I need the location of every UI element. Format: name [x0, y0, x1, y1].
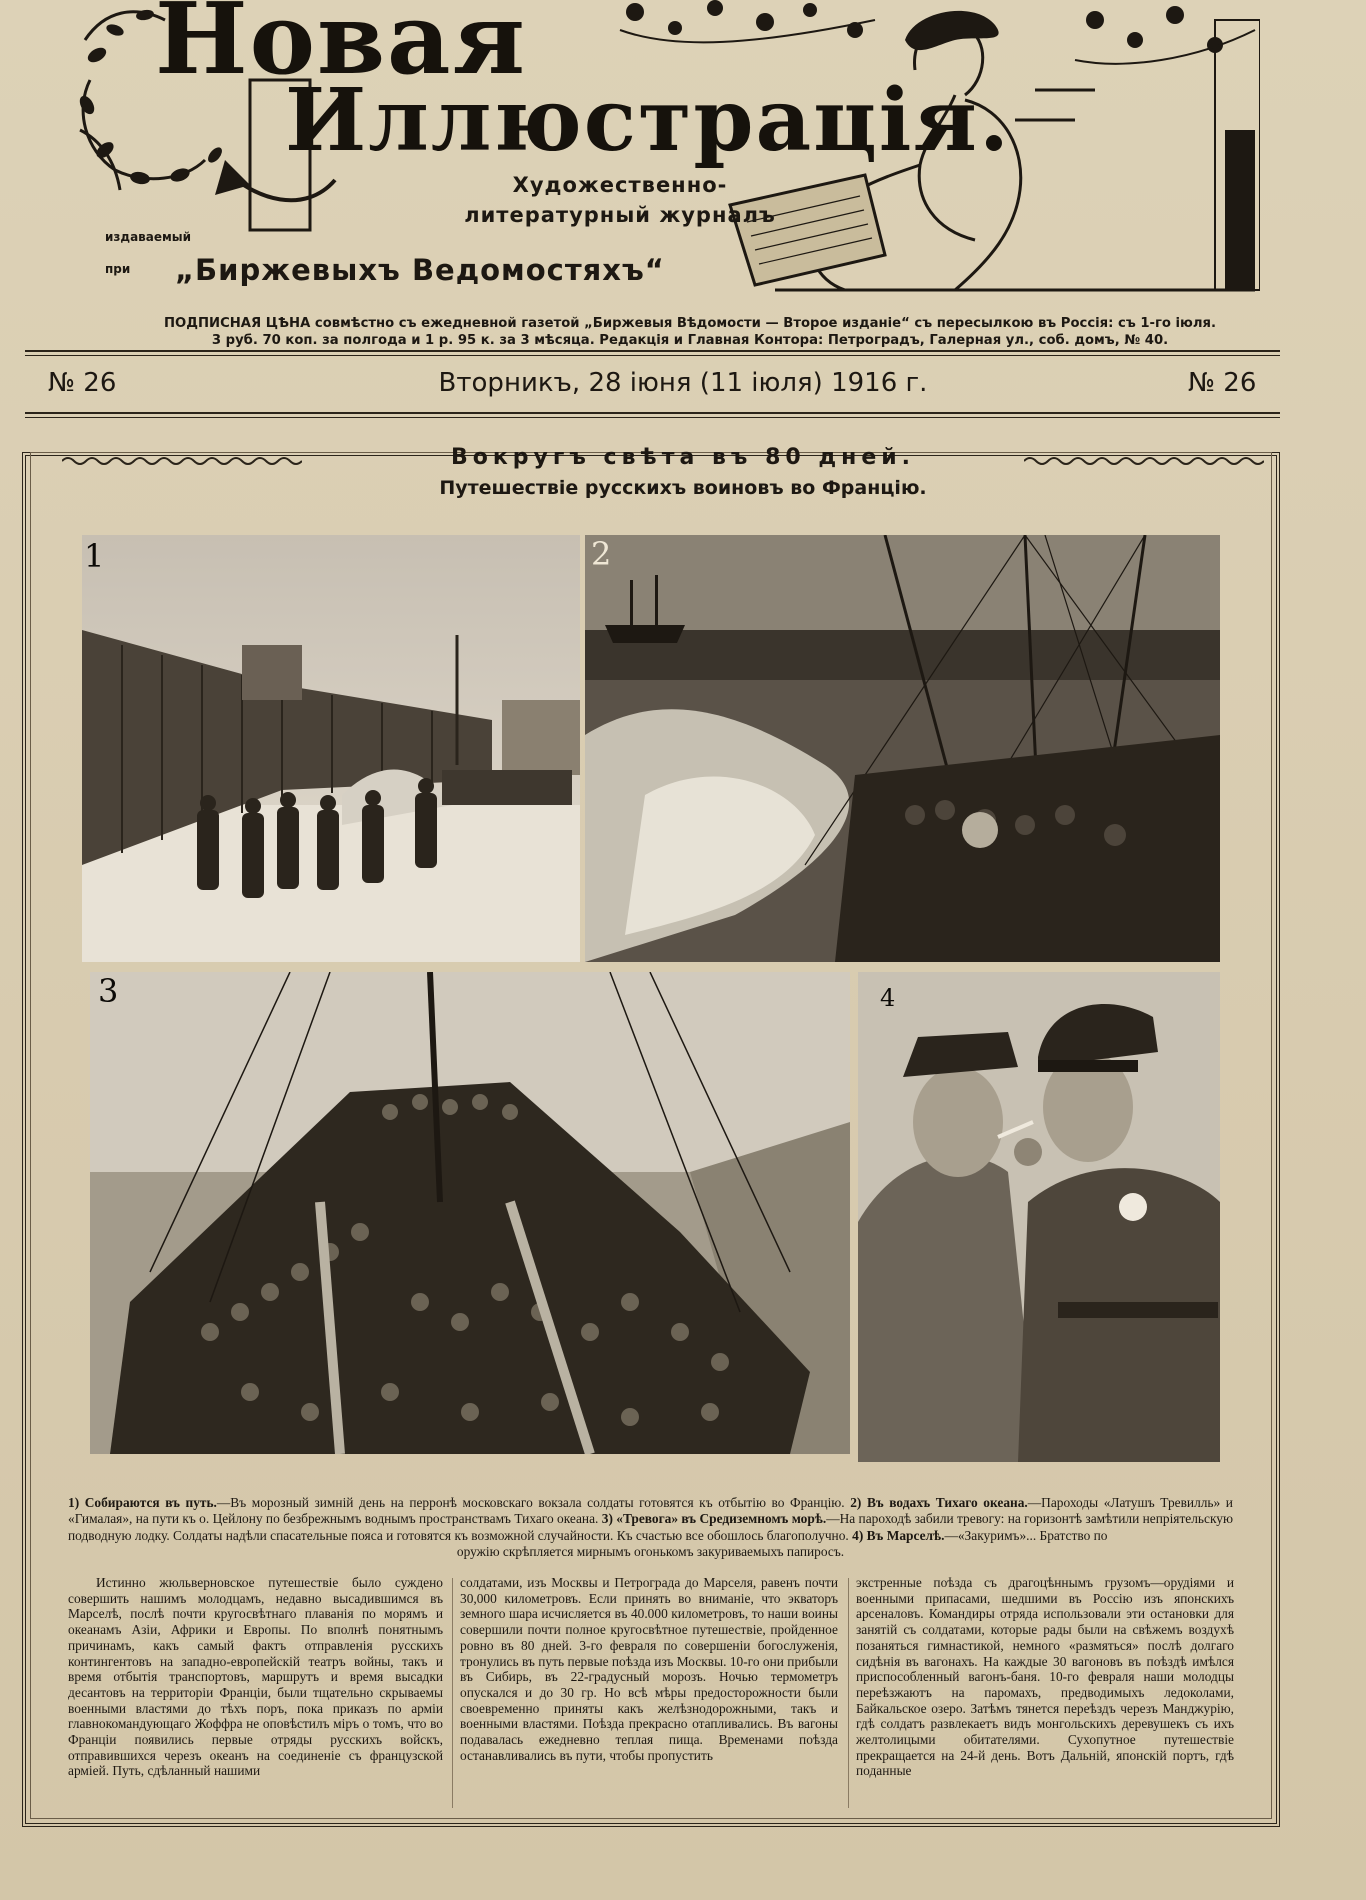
divider-top-thin: [25, 355, 1280, 356]
masthead-publisher-preposition: при: [105, 262, 131, 276]
issue-date: Вторникъ, 28 іюня (11 іюля) 1916 г.: [438, 368, 928, 398]
column-divider-2: [848, 1578, 849, 1808]
caption-4-end: оружію скрѣпляется мирнымъ огонькомъ закуриваемыхъ папиросъ.: [456, 1544, 845, 1560]
masthead-subtitle: Художественно-литературный журналъ: [464, 173, 776, 227]
article-column-3: [856, 1575, 1234, 1779]
caption-1-text: —Въ морозный зимній день на перронѣ московскаго вокзала солдаты готовятся къ отбытію во Францію.: [216, 1495, 845, 1510]
caption-3-text: —На пароходѣ забили тревогу: на горизонтѣ замѣтили непріятельскую подводную лодку. Солдаты надѣли спасательные пояса и готовятся къ возможной случайности. Къ счастью все обошлось благополучно.: [68, 1511, 1233, 1543]
subscription-line2: 3 руб. 70 коп. за полгода и 1 р. 95 к. за 3 мѣсяца. Редакція и Главная Контора: Петроградъ, Галерная ул., соб. домъ, № 40.: [211, 333, 1169, 348]
caption-1-title: 1) Собираются въ путь.: [68, 1495, 217, 1510]
column-divider-1: [452, 1578, 453, 1808]
article-subheadline: Путешествіе русскихъ воиновъ во Францію.: [439, 477, 927, 499]
photo-ship-deck-alarm: [90, 972, 850, 1454]
photo-soldiers-platform: [82, 535, 580, 962]
subscription-line1: ПОДПИСНАЯ ЦѢНА совмѣстно съ ежедневной газетой „Биржевыя Вѣдомости — Второе изданіе“ съ пересылкою въ Россія: съ 1-го іюля.: [164, 316, 1216, 331]
issue-number-right: № 26: [1188, 368, 1257, 398]
photo-number-4: 4: [880, 984, 896, 1012]
photo-steamships-ocean: [585, 535, 1220, 962]
masthead-title-line1: Новая: [155, 0, 527, 97]
photo-number-2: 2: [591, 535, 612, 573]
masthead-title-line2: Иллюстрація.: [285, 70, 1011, 171]
caption-3-title: 3) «Тревога» въ Средиземномъ морѣ.: [601, 1511, 827, 1527]
masthead-publisher-label: издаваемый: [105, 230, 192, 244]
divider-top: [25, 350, 1280, 352]
photo-number-3: 3: [98, 972, 119, 1010]
article-column-3-text: экстренные поѣзда съ драгоцѣннымъ грузомъ—орудіями и военными припасами, шедшими въ Россію изъ японскихъ арсеналовъ. Командиры отряда использовали эти остановки для занятій съ солдатами, которые рады были на свѣжемъ воздухѣ позаняться гимнастикой, немного «размяться» послѣ долгаго сидѣнія въ вагонахъ. На каждые 30 вагоновъ въ поѣздѣ имѣлся приспособленный вагонъ-баня. 10-го февраля наши молодцы переѣзжаютъ на паромахъ, предводимыхъ ледоколами, Байкальское озеро. Затѣмъ тянется переѣздъ черезъ Манджурію, гдѣ солдатъ развлекаетъ видъ монгольскихъ деревушекъ съ ихъ желтолицыми обитателями. Сухопутное путешествіе прекращается на 24-й день. Вотъ Дальній, японскій портъ, гдѣ поданные: [856, 1575, 1234, 1779]
photo-captions: [68, 1495, 1233, 1561]
issue-number-left: № 26: [48, 368, 117, 398]
article-column-1: [68, 1575, 443, 1779]
caption-4-title: 4) Въ Марселѣ.: [852, 1527, 945, 1543]
photo-soldiers-smoking: [858, 972, 1220, 1462]
caption-2-text: —Пароходы «Латушъ Тревилль» и «Гималая», на пути къ о. Цейлону по безбрежнымъ воднымъ пространствамъ Тихаго океана.: [68, 1495, 1233, 1527]
subscription-info: [100, 315, 1280, 349]
divider-bottom-thin: [25, 417, 1280, 418]
divider-bottom: [25, 412, 1280, 414]
article-column-2: [460, 1575, 838, 1763]
caption-4-text: —«Закуримъ»... Братство по: [944, 1527, 1108, 1543]
masthead: [75, 0, 1260, 305]
article-column-2-text: солдатами, изъ Москвы и Петрограда до Марселя, равенъ почти 30,000 километровъ. Если принять во вниманіе, что экваторъ земного шара исчисляется въ 40.000 километровъ, то наши воины совершили почти полное кругосвѣтное путешествіе, пройденное ровно въ 80 дней. 3-го февраля по совершеніи богослуженія, тронулись въ путь первые поѣзда изъ Москвы. 10-го они прибыли въ Сибирь, въ 22-градусный морозъ. Ночью термометръ опускался и до 30 гр. Но всѣ мѣры предосторожности были своевременно приняты какъ желѣзнодорожными, такъ и военными властями. Поѣзда прекрасно отапливались. Въ вагоны подавалась ежедневно теплая пища. Временами поѣзда останавливались въ пути, чтобы пропустить: [460, 1575, 838, 1763]
caption-2-title: 2) Въ водахъ Тихаго океана.: [850, 1495, 1028, 1510]
article-column-1-text: Истинно жюльверновское путешествіе было суждено совершить нашимъ молодцамъ, недавно высадившимся въ Марселѣ, послѣ почти кругосвѣтнаго плаванія по морямъ и океанамъ Азіи, Африки и Европы. По вполнѣ понятнымъ причинамъ, какъ самый фактъ отправленія русскихъ контингентовъ на западно-европейскій театръ войны, такъ и время отбытія транспортовъ, маршрутъ и время высадки десантовъ на территоріи Франціи, были тщательно скрываемы военными властями до тѣхъ поръ, пока приказъ по арміи главнокомандующаго Жоффра не оповѣстилъ міръ о томъ, что во Франціи появились первые отряды русскихъ войскъ, отправившихся черезъ океанъ на соединеніе съ французской арміей. Путь, сдѣланный нашими: [68, 1575, 443, 1779]
article-headline: Вокругъ свѣта въ 80 дней.: [450, 445, 916, 470]
photo-number-1: 1: [84, 537, 105, 575]
masthead-publisher-name: „Биржевыхъ Ведомостяхъ“: [175, 253, 665, 287]
